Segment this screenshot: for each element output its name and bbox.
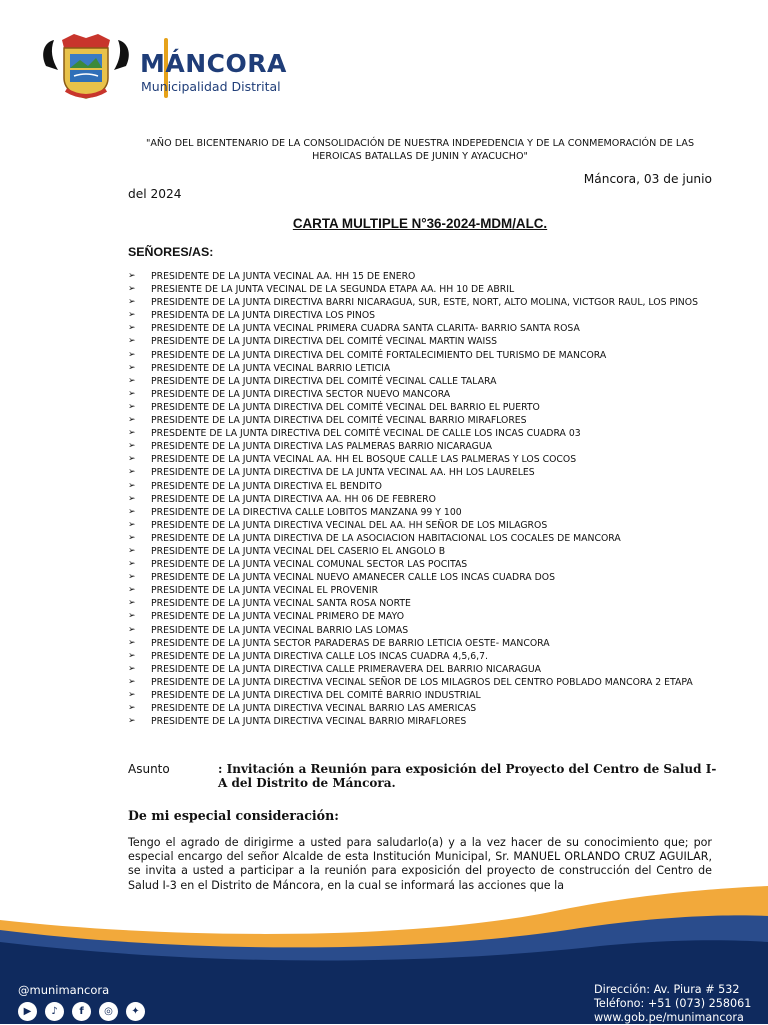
- recipient-item: [128, 309, 718, 322]
- arrow-bullet-icon: ➢: [128, 703, 136, 714]
- recipient-text: PRESIDENTE DE LA JUNTA VECINAL SANTA ROSA NORTE: [151, 598, 411, 610]
- recipient-item: [128, 349, 718, 362]
- recipient-item: [128, 440, 718, 453]
- brand-name: MÁNCORA: [140, 49, 287, 78]
- recipient-item: [128, 414, 718, 427]
- recipient-text: PRESIENTE DE LA JUNTA VECINAL DE LA SEGUNDA ETAPA AA. HH 10 DE ABRIL: [151, 284, 515, 296]
- youtube-icon[interactable]: ▶: [18, 1002, 37, 1021]
- recipient-item: [128, 362, 718, 375]
- municipality-logo: [36, 30, 336, 102]
- recipient-text: PRESIDENTE DE LA JUNTA DIRECTIVA DEL COMITÉ VECINAL BARRIO MIRAFLORES: [151, 415, 527, 427]
- recipient-text: PRESIDENTE DE LA JUNTA DIRECTIVA DEL COMITÉ VECINAL MARTIN WAISS: [151, 336, 498, 348]
- arrow-bullet-icon: ➢: [128, 454, 136, 465]
- recipient-text: PRESIDENTE DE LA JUNTA VECINAL DEL CASERIO EL ANGOLO B: [151, 545, 446, 557]
- recipient-text: PRESIDENTE DE LA JUNTA VECINAL COMUNAL SECTOR LAS POCITAS: [151, 559, 468, 571]
- recipient-text: PRESIDENTE DE LA JUNTA DIRECTIVA LAS PALMERAS BARRIO NICARAGUA: [151, 441, 492, 453]
- recipient-item: [128, 545, 718, 558]
- arrow-bullet-icon: ➢: [128, 532, 136, 543]
- social-handle[interactable]: @munimancora: [18, 983, 110, 997]
- footer-phone: Teléfono: +51 (073) 258061: [594, 997, 752, 1010]
- recipient-text: PRESIDENTE DE LA JUNTA VECINAL BARRIO LETICIA: [151, 362, 391, 374]
- recipient-text: PRESIDENTE DE LA JUNTA DIRECTIVA DEL COMITÉ VECINAL DEL BARRIO EL PUERTO: [151, 401, 540, 413]
- year-motto: "AÑO DEL BICENTENARIO DE LA CONSOLIDACIÓN DE NUESTRA INDEPEDENCIA Y DE LA CONMEMORACIÓN DE LAS HEROICAS BATALLAS DE JUNIN Y AYACUCHO": [145, 138, 695, 162]
- recipient-item: [128, 532, 718, 545]
- recipient-item: [128, 637, 718, 650]
- arrow-bullet-icon: ➢: [128, 493, 136, 504]
- recipient-text: PRESIDENTE DE LA JUNTA VECINAL PRIMERO DE MAYO: [151, 611, 405, 623]
- tiktok-icon[interactable]: ♪: [45, 1002, 64, 1021]
- arrow-bullet-icon: ➢: [128, 545, 136, 556]
- recipient-text: PRESIDENTE DE LA DIRECTIVA CALLE LOBITOS MANZANA 99 Y 100: [151, 506, 462, 518]
- coat-of-arms-icon: [36, 30, 136, 102]
- recipient-text: PRESIDENTE DE LA JUNTA SECTOR PARADERAS DE BARRIO LETICIA OESTE- MANCORA: [151, 637, 550, 649]
- recipient-item: [128, 401, 718, 414]
- greeting: De mi especial consideración:: [128, 808, 339, 823]
- social-icons: [18, 1002, 145, 1021]
- recipient-text: PRESIDENTE DE LA JUNTA DIRECTIVA SECTOR NUEVO MANCORA: [151, 388, 451, 400]
- arrow-bullet-icon: ➢: [128, 611, 136, 622]
- body-paragraph: Tengo el agrado de dirigirme a usted para saludarlo(a) y a la vez hacer de su conocimiento que; por especial encargo del señor Alcalde de esta Institución Municipal, Sr. MANUEL ORLANDO CRUZ AGUILAR, se invita a usted a participar a la reunión para exposición del proyecto de construcción del Centro de Salud I-3 en el Distrito de Máncora, en la cual se informará las acciones que la: [128, 836, 712, 892]
- recipient-text: PRESIDENTE DE LA JUNTA DIRECTIVA VECINAL BARRIO LAS AMERICAS: [151, 703, 477, 715]
- recipient-item: [128, 571, 718, 584]
- recipient-item: [128, 506, 718, 519]
- recipient-item: [128, 493, 718, 506]
- recipient-text: PRESIDENTE DE LA JUNTA DIRECTIVA VECINAL DEL AA. HH SEÑOR DE LOS MILAGROS: [151, 519, 548, 531]
- arrow-bullet-icon: ➢: [128, 624, 136, 635]
- recipient-item: [128, 335, 718, 348]
- date-year: del 2024: [128, 187, 182, 201]
- arrow-bullet-icon: ➢: [128, 297, 136, 308]
- arrow-bullet-icon: ➢: [128, 598, 136, 609]
- recipient-text: PRESIDENTE DE LA JUNTA DIRECTIVA DE LA ASOCIACION HABITACIONAL LOS COCALES DE MANCORA: [151, 532, 621, 544]
- arrow-bullet-icon: ➢: [128, 415, 136, 426]
- arrow-bullet-icon: ➢: [128, 572, 136, 583]
- recipient-text: PRESIDENTE DE LA JUNTA DIRECTIVA EL BENDITO: [151, 480, 382, 492]
- recipient-item: [128, 597, 718, 610]
- recipient-text: PRESIDENTE DE LA JUNTA DIRECTIVA CALLE PRIMERAVERA DEL BARRIO NICARAGUA: [151, 663, 542, 675]
- recipient-text: PRESIDENTE DE LA JUNTA VECINAL BARRIO LAS LOMAS: [151, 624, 409, 636]
- recipient-item: [128, 624, 718, 637]
- recipient-item: [128, 427, 718, 440]
- arrow-bullet-icon: ➢: [128, 401, 136, 412]
- footer-address: Dirección: Av. Piura # 532: [594, 983, 740, 996]
- recipient-item: [128, 702, 718, 715]
- arrow-bullet-icon: ➢: [128, 637, 136, 648]
- subject-text: : Invitación a Reunión para exposición del Proyecto del Centro de Salud I-A del Distrito de Máncora.: [218, 762, 717, 790]
- recipient-text: PRESIDENTE DE LA JUNTA DIRECTIVA DEL COMITÉ FORTALECIMIENTO DEL TURISMO DE MANCORA: [151, 349, 607, 361]
- date-line: Máncora, 03 de junio: [583, 172, 712, 186]
- arrow-bullet-icon: ➢: [128, 676, 136, 687]
- arrow-bullet-icon: ➢: [128, 480, 136, 491]
- arrow-bullet-icon: ➢: [128, 559, 136, 570]
- arrow-bullet-icon: ➢: [128, 362, 136, 373]
- recipient-item: [128, 558, 718, 571]
- recipient-item: [128, 715, 718, 728]
- footer: [0, 880, 768, 1024]
- recipient-text: PRESDENTE DE LA JUNTA DIRECTIVA DEL COMITÉ VECINAL DE CALLE LOS INCAS CUADRA 03: [151, 428, 581, 440]
- recipient-item: [128, 610, 718, 623]
- contact-info: [594, 983, 764, 1025]
- recipient-item: [128, 480, 718, 493]
- recipient-item: [128, 584, 718, 597]
- recipient-text: PRESIDENTE DE LA JUNTA VECINAL NUEVO AMANECER CALLE LOS INCAS CUADRA DOS: [151, 572, 555, 584]
- recipient-item: [128, 466, 718, 479]
- recipient-item: [128, 663, 718, 676]
- recipient-list: [128, 270, 718, 728]
- arrow-bullet-icon: ➢: [128, 323, 136, 334]
- arrow-bullet-icon: ➢: [128, 506, 136, 517]
- recipient-item: [128, 689, 718, 702]
- subject-label: Asunto: [128, 762, 170, 776]
- arrow-bullet-icon: ➢: [128, 441, 136, 452]
- arrow-bullet-icon: ➢: [128, 519, 136, 530]
- arrow-bullet-icon: ➢: [128, 716, 136, 727]
- arrow-bullet-icon: ➢: [128, 650, 136, 661]
- recipient-item: [128, 519, 718, 532]
- recipient-text: PRESIDENTE DE LA JUNTA VECINAL AA. HH EL BOSQUE CALLE LAS PALMERAS Y LOS COCOS: [151, 454, 577, 466]
- salutation: SEÑORES/AS:: [128, 245, 214, 259]
- arrow-bullet-icon: ➢: [128, 284, 136, 295]
- recipient-text: PRESIDENTE DE LA JUNTA VECINAL EL PROVENIR: [151, 585, 379, 597]
- recipient-item: [128, 375, 718, 388]
- twitter-icon[interactable]: ✦: [126, 1002, 145, 1021]
- recipient-text: PRESIDENTE DE LA JUNTA DIRECTIVA DE LA JUNTA VECINAL AA. HH LOS LAURELES: [151, 467, 535, 479]
- recipient-item: [128, 296, 718, 309]
- arrow-bullet-icon: ➢: [128, 467, 136, 478]
- recipient-text: PRESIDENTE DE LA JUNTA DIRECTIVA AA. HH 06 DE FEBRERO: [151, 493, 436, 505]
- recipient-text: PRESIDENTE DE LA JUNTA DIRECTIVA CALLE LOS INCAS CUADRA 4,5,6,7.: [151, 650, 488, 662]
- recipient-text: PRESIDENTE DE LA JUNTA VECINAL PRIMERA CUADRA SANTA CLARITA- BARRIO SANTA ROSA: [151, 323, 580, 335]
- recipient-text: PRESIDENTA DE LA JUNTA DIRECTIVA LOS PINOS: [151, 310, 376, 322]
- letter-title: CARTA MULTIPLE N°36-2024-MDM/ALC.: [292, 216, 548, 231]
- arrow-bullet-icon: ➢: [128, 428, 136, 439]
- arrow-bullet-icon: ➢: [128, 271, 136, 281]
- recipient-text: PRESIDENTE DE LA JUNTA VECINAL AA. HH 15 DE ENERO: [151, 271, 416, 282]
- instagram-icon[interactable]: ◎: [99, 1002, 118, 1021]
- recipient-text: PRESIDENTE DE LA JUNTA DIRECTIVA VECINAL SEÑOR DE LOS MILAGROS DEL CENTRO POBLADO MANCORA 2 ETAPA: [151, 676, 693, 688]
- arrow-bullet-icon: ➢: [128, 375, 136, 386]
- recipient-item: [128, 388, 718, 401]
- facebook-icon[interactable]: f: [72, 1002, 91, 1021]
- recipient-item: [128, 650, 718, 663]
- arrow-bullet-icon: ➢: [128, 585, 136, 596]
- arrow-bullet-icon: ➢: [128, 663, 136, 674]
- recipient-text: PRESIDENTE DE LA JUNTA DIRECTIVA BARRI NICARAGUA, SUR, ESTE, NORT, ALTO MOLINA, VICTGOR RAUL, LOS PINOS: [151, 297, 698, 309]
- arrow-bullet-icon: ➢: [128, 310, 136, 321]
- recipient-item: [128, 676, 718, 689]
- arrow-bullet-icon: ➢: [128, 349, 136, 360]
- arrow-bullet-icon: ➢: [128, 336, 136, 347]
- arrow-bullet-icon: ➢: [128, 690, 136, 700]
- recipient-text: PRESIDENTE DE LA JUNTA DIRECTIVA DEL COMITÉ VECINAL CALLE TALARA: [151, 375, 497, 387]
- recipient-item: [128, 453, 718, 466]
- arrow-bullet-icon: ➢: [128, 388, 136, 399]
- footer-website[interactable]: www.gob.pe/munimancora: [594, 1011, 744, 1024]
- recipient-item: [128, 283, 718, 296]
- recipient-text: PRESIDENTE DE LA JUNTA DIRECTIVA DEL COMITÉ BARRIO INDUSTRIAL: [151, 690, 481, 701]
- recipient-item: [128, 322, 718, 335]
- recipient-item: [128, 270, 718, 283]
- brand-subtitle: Municipalidad Distrital: [141, 79, 281, 94]
- recipient-text: PRESIDENTE DE LA JUNTA DIRECTIVA VECINAL BARRIO MIRAFLORES: [151, 716, 467, 728]
